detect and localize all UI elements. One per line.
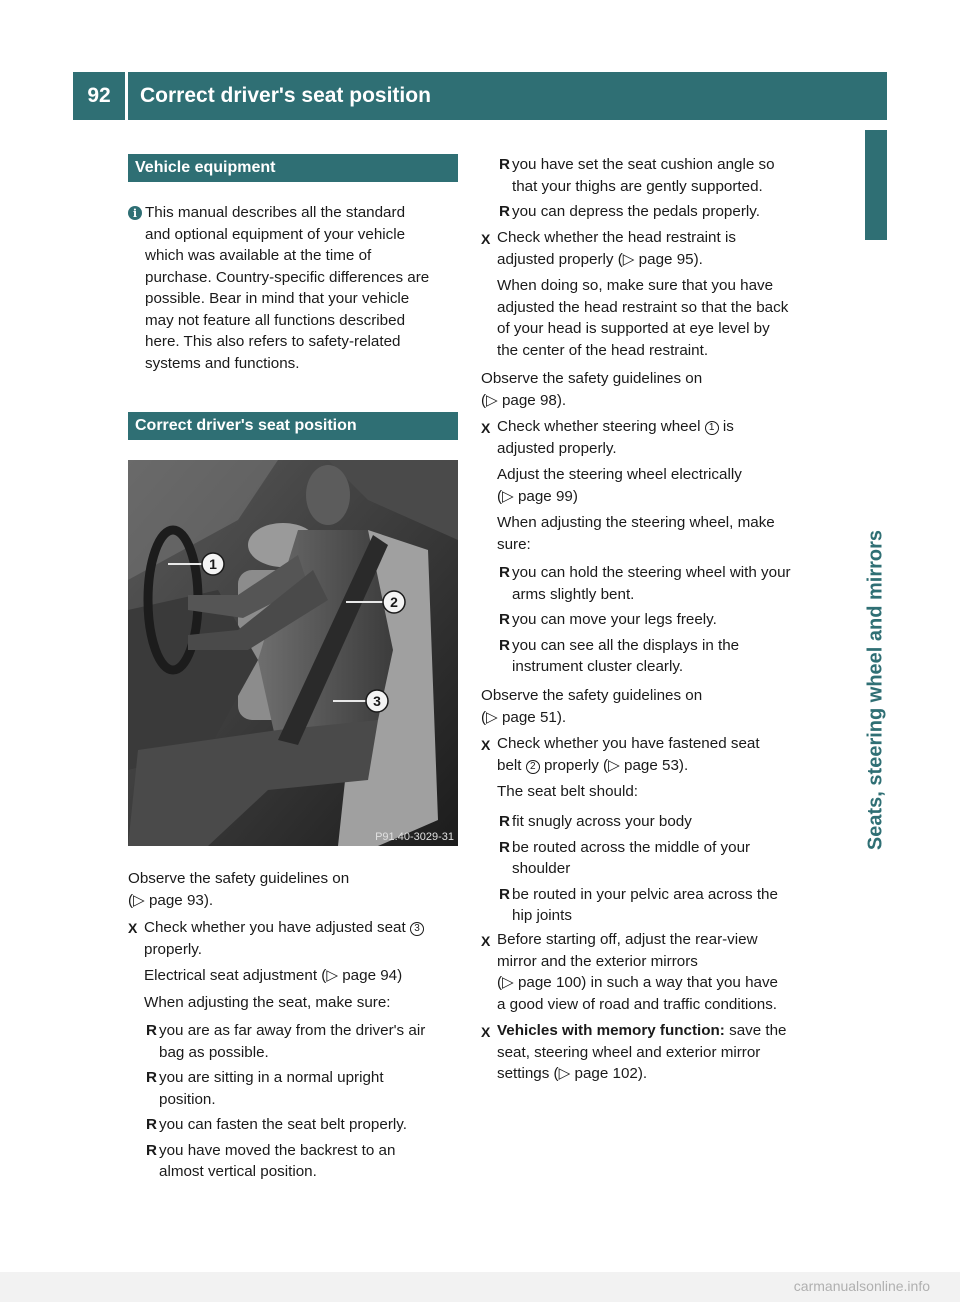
section-heading-vehicle-equipment: Vehicle equipment	[128, 154, 458, 182]
check-mark-icon: X	[481, 933, 491, 949]
check-seat-step: Check whether you have adjusted seat 3 properly. Electrical seat adjustment (▷ page 94) When adjusting the seat, make sure:	[144, 917, 464, 1013]
callout-ref-1: 1	[705, 421, 719, 435]
mirror-step: Before starting off, adjust the rear-view mirror and the exterior mirrors (▷ page 100) in such a way that you have a good view of road and traffic conditions.	[497, 931, 779, 1013]
steering-wheel-step: Check whether steering wheel 1 is adjusted properly. Adjust the steering wheel electrically (▷ page 99) When adjusting the steering wheel, make sure:	[497, 418, 775, 553]
bullet-icon: R	[499, 564, 510, 581]
bullet-icon: R	[146, 1069, 157, 1086]
check-mark-icon: X	[481, 1024, 491, 1040]
check-mark-icon: X	[481, 231, 491, 247]
info-paragraph: This manual describes all the standard and optional equipment of your vehicle which was available at the time of purchase. Country-specific differences are possible. Bear in mind that your vehicle may not feature all functions described here. This also refers to safety-related systems and functions.	[145, 204, 430, 372]
callout-2: 2	[390, 594, 398, 610]
footer-bar	[0, 1272, 960, 1302]
callout-1: 1	[209, 556, 217, 572]
right-top-bullets: R you have set the seat cushion angle so that your thighs are gently supported. R you can depress the pedals properly.	[499, 154, 819, 223]
memory-step: Vehicles with memory function: save the seat, steering wheel and exterior mirror settings (▷ page 102).	[497, 1022, 787, 1082]
bullet-icon: R	[499, 813, 510, 830]
head-restraint-step: Check whether the head restraint is adjusted properly (▷ page 95). When doing so, make sure that you have adjusted the head restraint so that the back of your head is supported at eye level by the center of the head restraint.	[497, 229, 789, 359]
bullet-icon: R	[499, 203, 510, 220]
observe-paragraph-3: Observe the safety guidelines on (▷ page 51).	[481, 687, 703, 726]
bullet-icon: R	[499, 885, 510, 903]
figure-code: P91.40-3029-31	[375, 831, 454, 843]
observe-paragraph-1: Observe the safety guidelines on (▷ page 93).	[128, 870, 350, 909]
check-mark-icon: X	[481, 420, 491, 436]
seat-belt-step: Check whether you have fastened seat belt 2 properly (▷ page 53). The seat belt should:	[497, 735, 760, 800]
seat-bullet-list: R you are as far away from the driver's air bag as possible. R you are sitting in a normal upright position. R you can fasten the seat belt properly. R you have moved the backrest to an almost vertical position.	[146, 1022, 426, 1180]
footer-watermark: carmanualsonline.info	[793, 1278, 930, 1294]
section-heading-seat-position: Correct driver's seat position	[128, 412, 458, 440]
callout-3: 3	[373, 693, 381, 709]
bullet-icon: R	[499, 636, 510, 654]
page-title: Correct driver's seat position	[128, 72, 887, 120]
observe-paragraph-2: Observe the safety guidelines on (▷ page 98).	[481, 370, 703, 409]
callout-ref-3: 3	[410, 922, 424, 936]
driver-seat-drawing	[128, 460, 458, 846]
bullet-icon: R	[146, 1141, 157, 1159]
check-mark-icon: X	[481, 737, 491, 753]
side-tab-marker	[865, 130, 887, 240]
driver-seat-illustration	[128, 460, 458, 846]
check-mark-icon: X	[128, 920, 138, 936]
bullet-icon: R	[499, 838, 510, 856]
wheel-bullet-list: R you can hold the steering wheel with your arms slightly bent. R you can move your legs freely. R you can see all the displays in the instrument cluster clearly.	[499, 564, 791, 675]
page-number: 92	[73, 72, 125, 120]
side-tab-label: Seats, steering wheel and mirrors	[864, 529, 887, 851]
belt-bullet-list: R fit snugly across your body R be routed across the middle of your shoulder R be routed in your pelvic area across the hip joints	[499, 813, 778, 924]
callout-ref-2: 2	[526, 760, 540, 774]
bullet-icon: R	[146, 1116, 157, 1133]
bullet-icon: R	[499, 156, 510, 173]
info-icon: i	[128, 206, 142, 220]
bullet-icon: R	[146, 1022, 157, 1039]
bullet-icon: R	[499, 611, 510, 628]
